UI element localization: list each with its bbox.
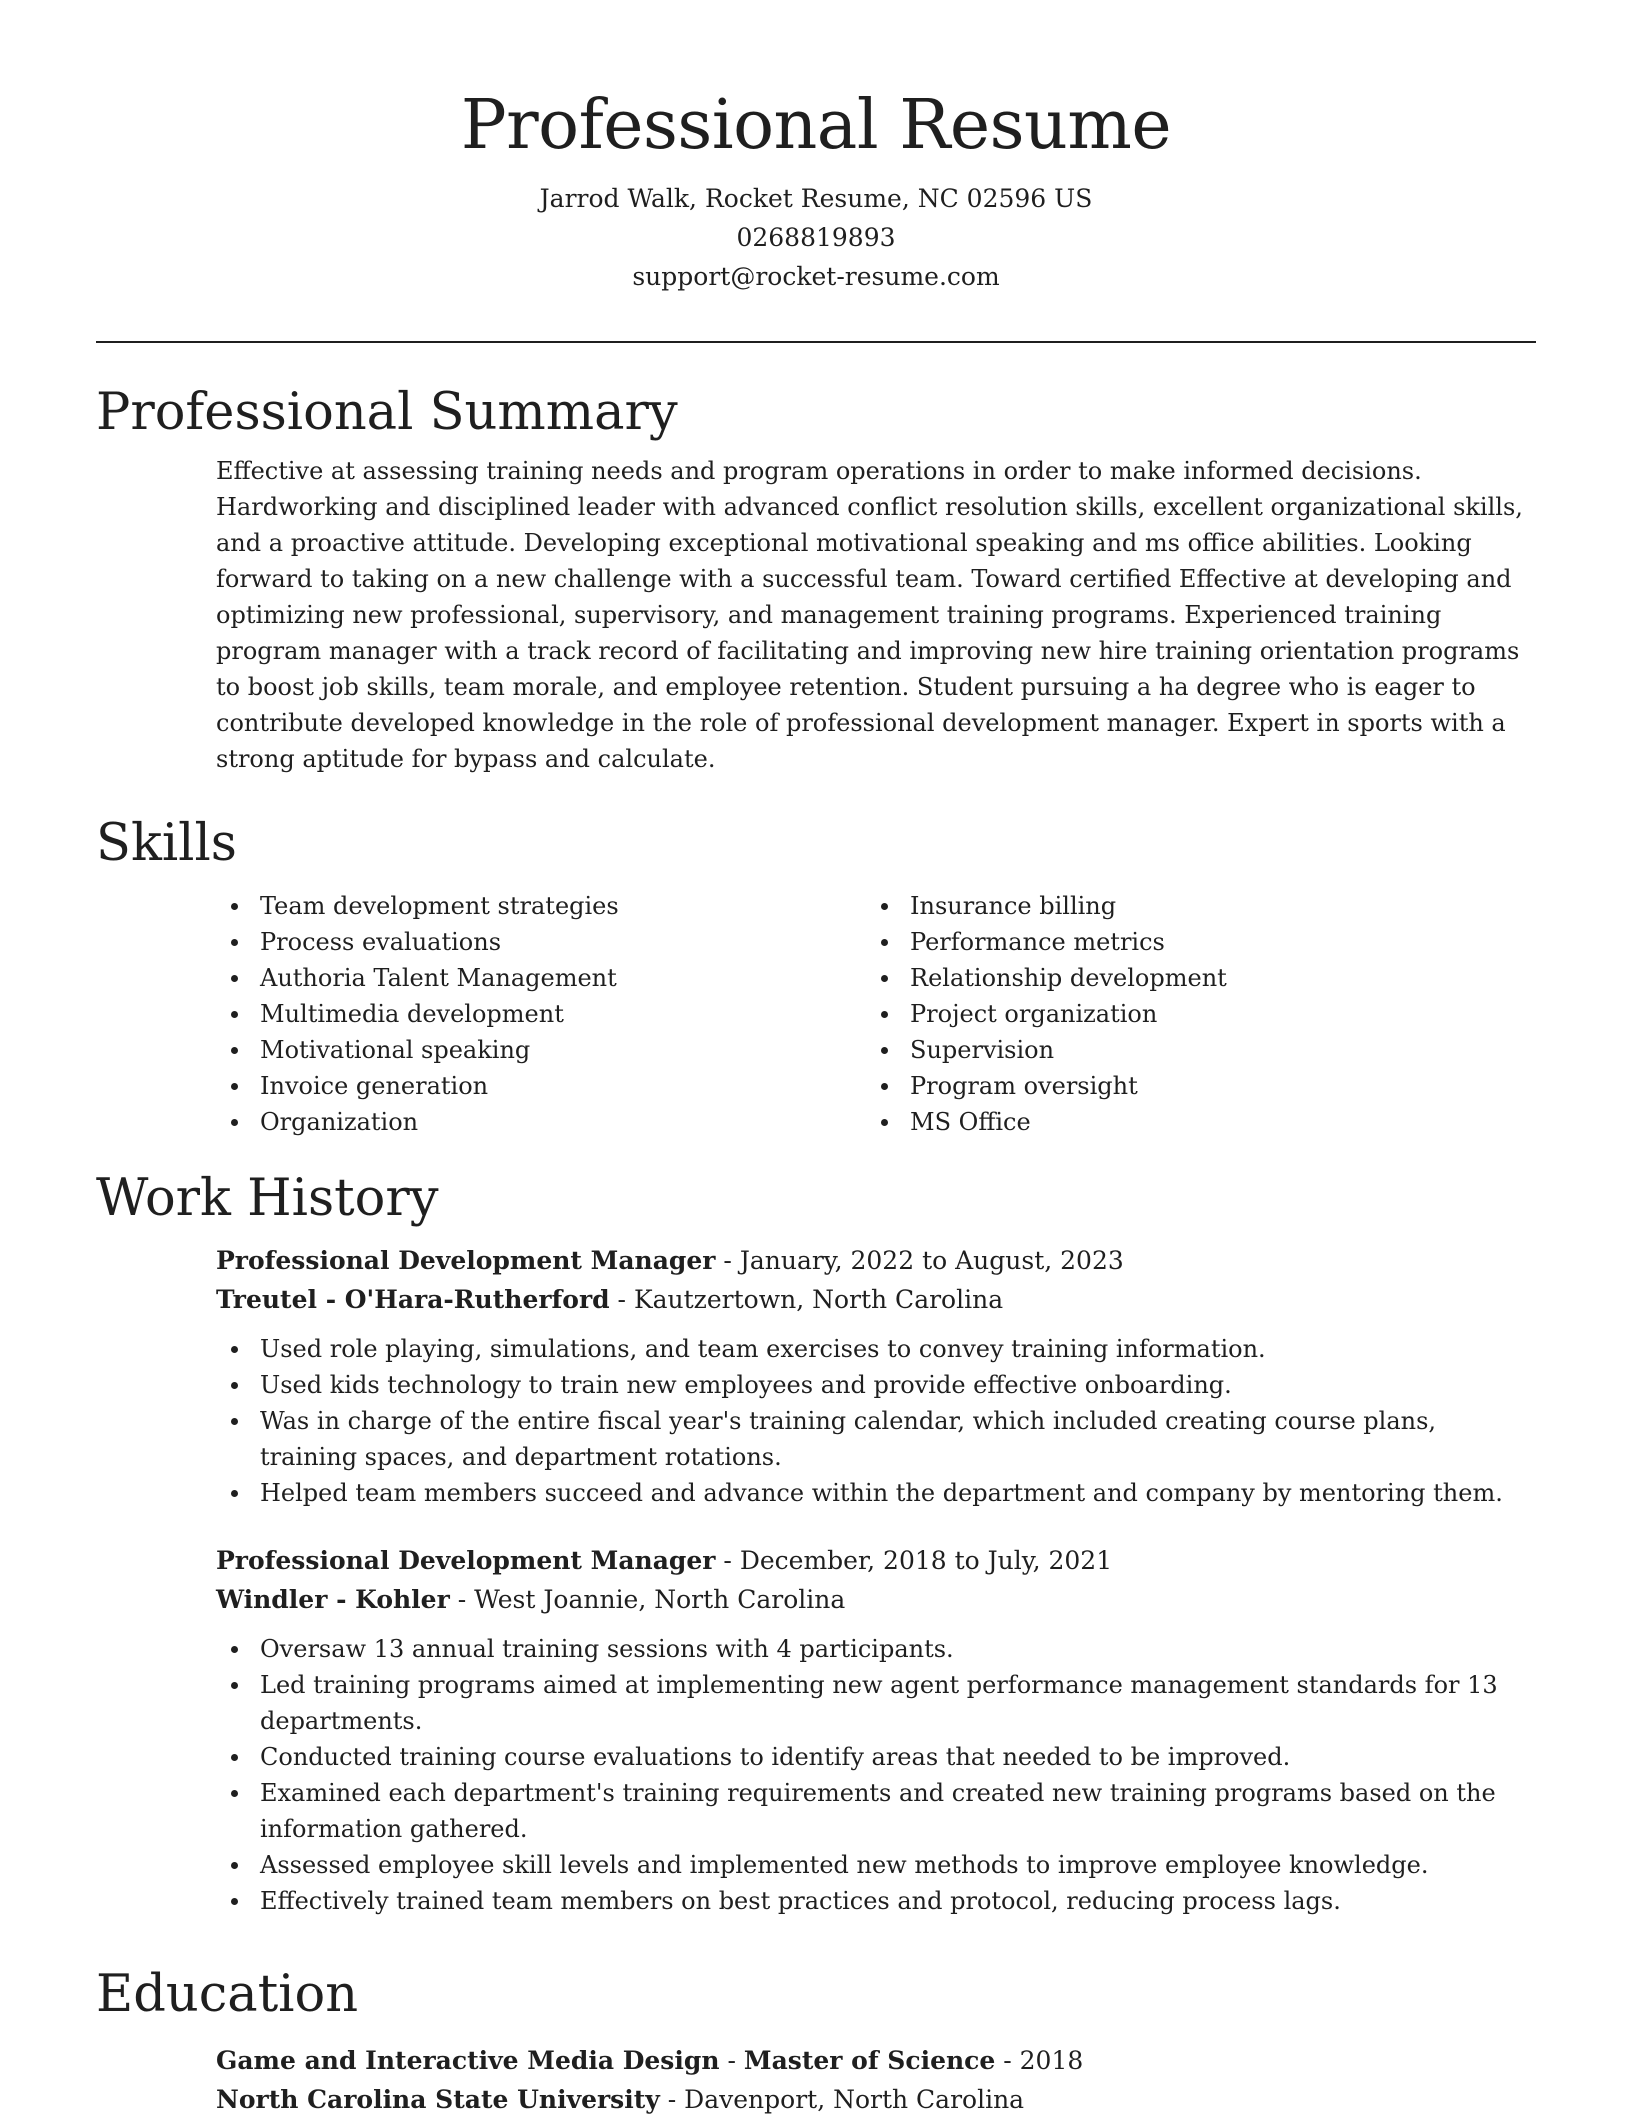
- skill-item: Organization: [216, 1104, 866, 1140]
- separator: -: [715, 1546, 740, 1575]
- job-bullet: Oversaw 13 annual training sessions with 4 participants.: [216, 1631, 1536, 1667]
- skill-item: Invoice generation: [216, 1068, 866, 1104]
- skill-item: Performance metrics: [866, 924, 1516, 960]
- separator: -: [715, 1246, 740, 1275]
- contact-address: Jarrod Walk, Rocket Resume, NC 02596 US: [539, 184, 1093, 213]
- job-title: Professional Development Manager: [216, 1246, 716, 1275]
- skill-item: Supervision: [866, 1032, 1516, 1068]
- separator: -: [609, 1285, 634, 1314]
- job-title-line: [216, 1241, 1536, 1280]
- skill-item: MS Office: [866, 1104, 1516, 1140]
- skill-item: Program oversight: [866, 1068, 1516, 1104]
- job-location: Kautzertown, North Carolina: [633, 1285, 1004, 1314]
- job-entry: [216, 1541, 1536, 1919]
- job-bullet: Examined each department's training requirements and created new training programs based on the information gathered.: [216, 1775, 1536, 1847]
- separator: -: [449, 1585, 475, 1614]
- summary-section: [96, 381, 1536, 777]
- skills-column-right: [866, 888, 1516, 1140]
- job-company: Treutel - O'Hara-Rutherford: [216, 1285, 610, 1314]
- work-history-section: [96, 1167, 1536, 1919]
- separator: -: [995, 2046, 1020, 2075]
- job-location: West Joannie, North Carolina: [474, 1585, 846, 1614]
- skill-item: Multimedia development: [216, 996, 866, 1032]
- education-degree-line: [216, 2041, 1536, 2080]
- skill-item: Authoria Talent Management: [216, 960, 866, 996]
- job-bullets: [216, 1631, 1536, 1919]
- header-divider: [96, 341, 1536, 343]
- education-heading: Education: [96, 1965, 359, 2024]
- job-title: Professional Development Manager: [216, 1546, 716, 1575]
- job-bullet: Was in charge of the entire fiscal year's training calendar, which included creating course plans, training spaces, and department rotations.: [216, 1403, 1536, 1475]
- separator: -: [659, 2085, 685, 2114]
- education-location: Davenport, North Carolina: [684, 2085, 1025, 2114]
- skill-item: Process evaluations: [216, 924, 866, 960]
- job-dates: December, 2018 to July, 2021: [739, 1546, 1113, 1575]
- job-company-line: [216, 1580, 1536, 1619]
- job-bullet: Used kids technology to train new employees and provide effective onboarding.: [216, 1367, 1536, 1403]
- education-entry: [216, 2041, 1536, 2119]
- job-bullet: Effectively trained team members on best practices and protocol, reducing process lags.: [216, 1883, 1536, 1919]
- education-degree: Master of Science: [743, 2046, 996, 2075]
- skill-item: Relationship development: [866, 960, 1516, 996]
- job-dates: January, 2022 to August, 2023: [739, 1246, 1124, 1275]
- skill-item: Insurance billing: [866, 888, 1516, 924]
- contact-phone: 0268819893: [736, 223, 896, 252]
- summary-text: Effective at assessing training needs and program operations in order to make informed decisions. Hardworking and disciplined leader with advanced conflict resolution skills, excellent organizational skills, and a proactive attitude. Developing exceptional motivational speaking and ms office abilities. Looking forward to taking on a new challenge with a successful team. Toward certified Effective at developing and optimizing new professional, supervisory, and management training programs. Experienced training program manager with a track record of facilitating and improving new hire training orientation programs to boost job skills, team morale, and employee retention. Student pursuing a ha degree who is eager to contribute developed knowledge in the role of professional development manager. Expert in sports with a strong aptitude for bypass and calculate.: [216, 457, 1523, 773]
- education-section: [96, 1963, 1536, 2119]
- skill-item: Motivational speaking: [216, 1032, 866, 1068]
- education-field: Game and Interactive Media Design: [216, 2046, 720, 2075]
- skill-item: Team development strategies: [216, 888, 866, 924]
- job-bullet: Led training programs aimed at implementing new agent performance management standards for 13 departments.: [216, 1667, 1536, 1739]
- skill-item: Project organization: [866, 996, 1516, 1032]
- resume-header: [96, 80, 1536, 296]
- skills-section: [96, 812, 1536, 1140]
- job-title-line: [216, 1541, 1536, 1580]
- education-school-line: [216, 2080, 1536, 2119]
- job-bullet: Used role playing, simulations, and team exercises to convey training information.: [216, 1331, 1536, 1367]
- job-company-line: [216, 1280, 1536, 1319]
- job-entry: [216, 1241, 1536, 1511]
- education-school: North Carolina State University: [216, 2085, 660, 2114]
- summary-heading: Professional Summary: [96, 383, 678, 442]
- education-year: 2018: [1019, 2046, 1084, 2075]
- resume-title: Professional Resume: [460, 86, 1172, 165]
- skills-heading: Skills: [96, 814, 237, 873]
- skills-column-left: [216, 888, 866, 1140]
- job-bullet: Conducted training course evaluations to identify areas that needed to be improved.: [216, 1739, 1536, 1775]
- job-company: Windler - Kohler: [216, 1585, 450, 1614]
- separator: -: [719, 2046, 744, 2075]
- contact-block: [96, 179, 1536, 296]
- job-bullets: [216, 1331, 1536, 1511]
- contact-email: support@rocket-resume.com: [632, 262, 1000, 291]
- skills-list: [216, 888, 1536, 1140]
- job-bullet: Helped team members succeed and advance within the department and company by mentoring them.: [216, 1475, 1536, 1511]
- job-bullet: Assessed employee skill levels and implemented new methods to improve employee knowledge.: [216, 1847, 1536, 1883]
- work-history-heading: Work History: [96, 1169, 439, 1228]
